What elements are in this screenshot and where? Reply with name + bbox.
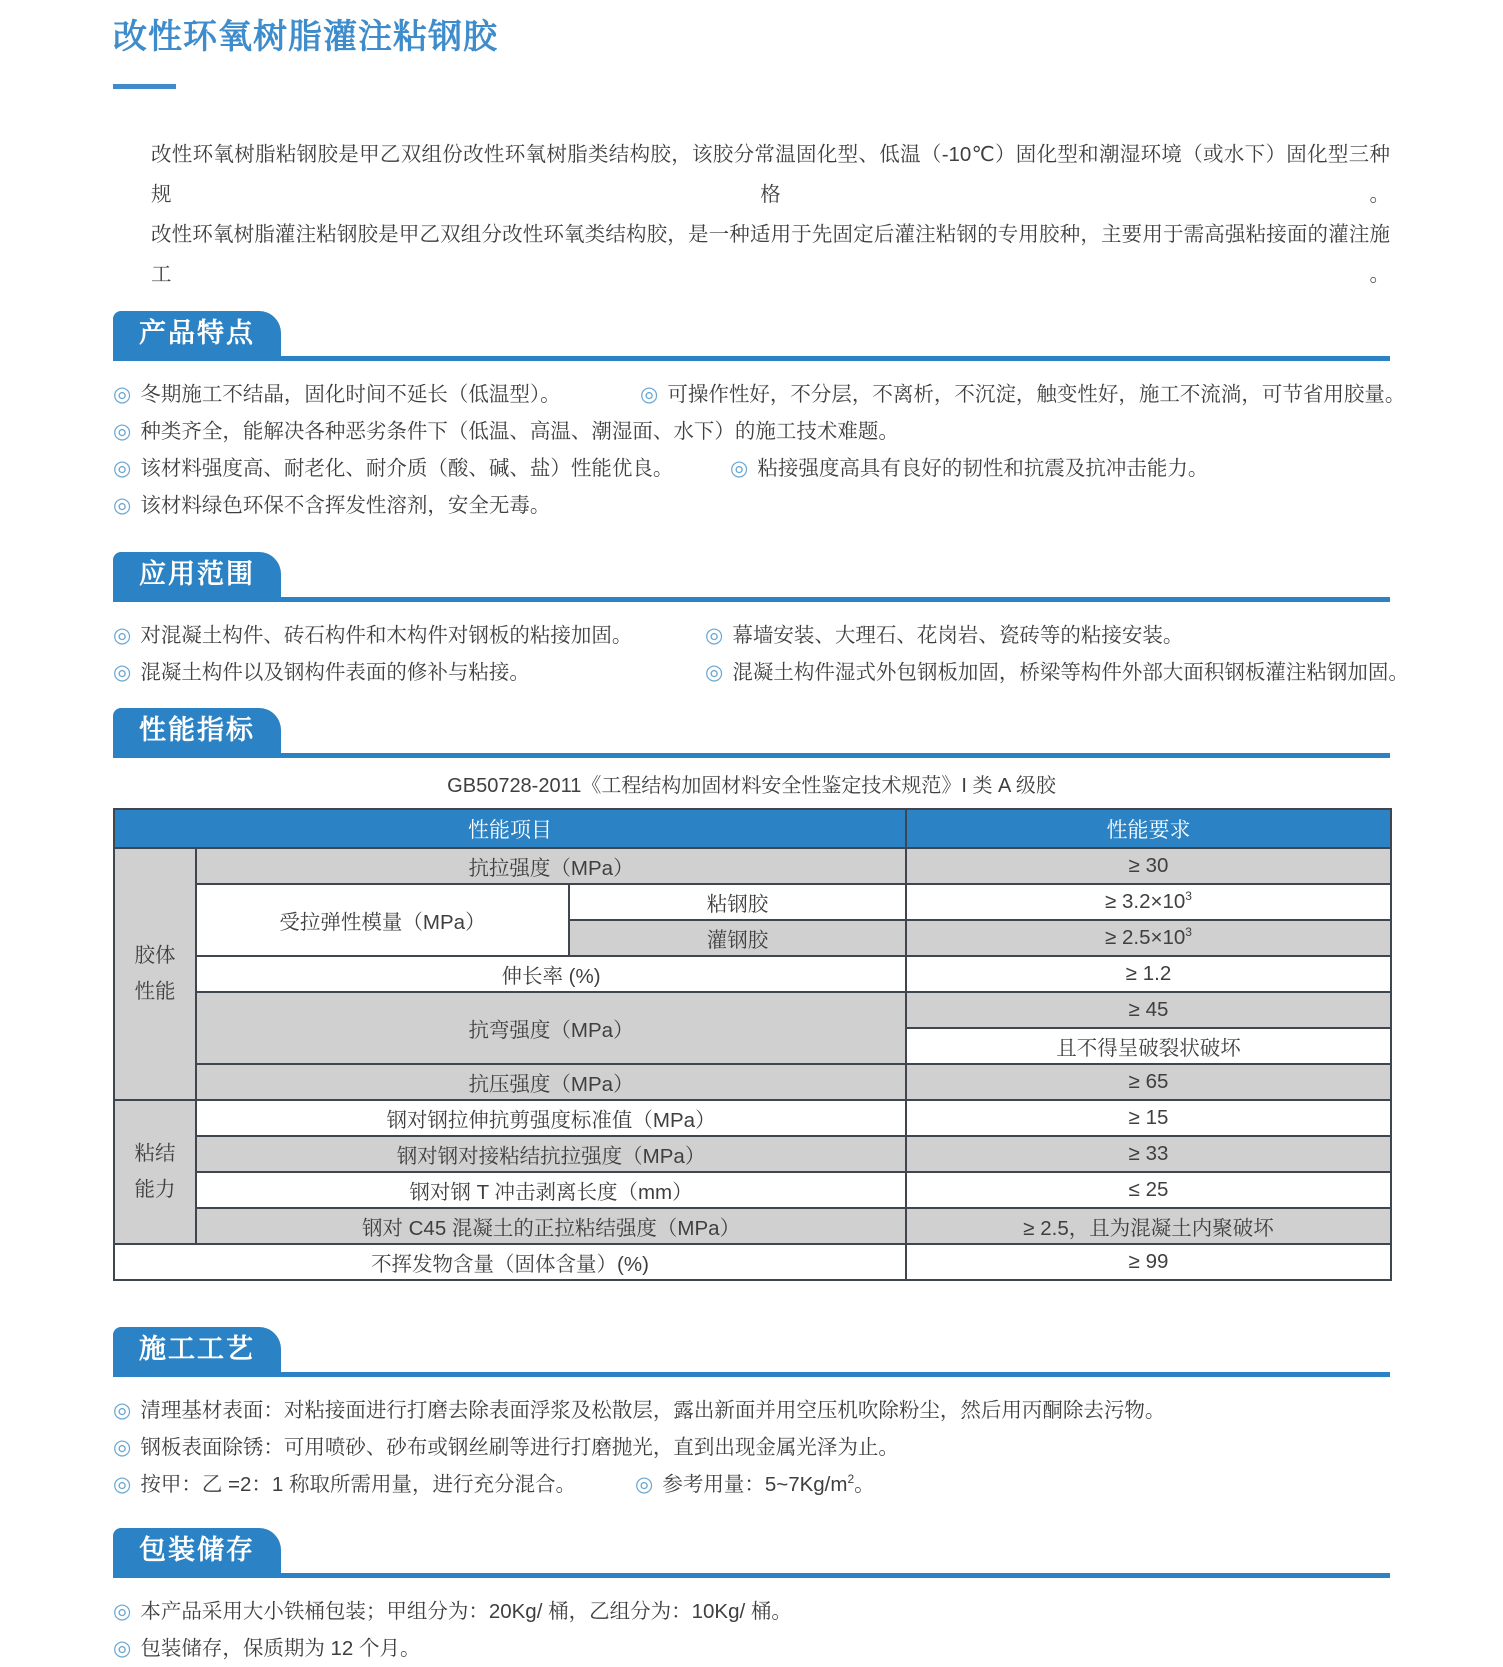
section-banner-features: 产品特点 [113,311,281,356]
bullet-text: 粘接强度高具有良好的韧性和抗震及抗冲击能力。 [757,457,1209,480]
bullet-row [113,1593,1390,1630]
bullet-text: 冬期施工不结晶，固化时间不延长（低温型）。 [140,383,561,406]
bullet-icon: ◎ [640,383,659,406]
features-bullets [113,376,1406,524]
bullet-text: 清理基材表面：对粘接面进行打磨去除表面浮浆及松散层，露出新面并用空压机吹除粉尘，然后用丙酮除去污物。 [140,1399,1166,1422]
cell-flexural-req1: ≥ 45 [906,992,1391,1028]
title-underline [113,84,176,89]
bullet-item [113,1466,576,1503]
bullet-item [113,1392,1165,1429]
section-header-applications [113,552,1390,602]
cell-c45-req: ≥ 2.5，且为混凝土内聚破坏 [906,1208,1391,1244]
bullet-icon: ◎ [113,457,132,480]
bullet-text: 按甲：乙 =2：1 称取所需用量，进行充分混合。 [140,1473,576,1496]
bullet-icon: ◎ [113,1399,132,1422]
bullet-text: 对混凝土构件、砖石构件和木构件对钢板的粘接加固。 [140,624,633,647]
intro-line-2: 改性环氧树脂灌注粘钢胶是甲乙双组分改性环氧类结构胶，是一种适用于先固定后灌注粘钢的专用胶种，主要用于需高强粘接面的灌注施工。 [151,223,1390,286]
table-row [114,1136,1391,1172]
bullet-item [113,487,550,524]
bullet-text: 该材料绿色环保不含挥发性溶剂，安全无毒。 [140,494,551,517]
cell-elongation-name: 伸长率 (%) [196,956,906,992]
cell-shear-req: ≥ 15 [906,1100,1391,1136]
table-row [114,1064,1391,1100]
applications-bullets [113,617,1409,691]
bullet-item [113,450,673,487]
bullet-row [113,617,1390,654]
bullet-icon: ◎ [113,1436,132,1459]
performance-table [113,808,1392,1281]
bullet-item [113,1630,421,1667]
storage-bullets [113,1593,1390,1667]
bullet-text: 该材料强度高、耐老化、耐介质（酸、碱、盐）性能优良。 [140,457,674,480]
cell-modulus-name: 受拉弹性模量（MPa） [196,884,569,956]
section-banner-performance: 性能指标 [113,708,281,753]
bullet-item [113,617,632,654]
bullet-item [635,1466,875,1503]
group-label: 胶体性能 [134,944,176,1003]
section-banner-process: 施工工艺 [113,1327,281,1372]
bullet-text: 包装储存，保质期为 12 个月。 [140,1637,421,1660]
bullet-icon: ◎ [113,1637,132,1660]
cell-modulus-req2: ≥ $2.5\times 10^3$ [906,920,1391,956]
bullet-icon: ◎ [113,1473,132,1496]
cell-butt-req: ≥ 33 [906,1136,1391,1172]
bullet-item [113,654,530,691]
intro-paragraph [113,135,1390,295]
column-header-item: 性能项目 [114,809,906,848]
bullet-text: 钢板表面除锈：可用喷砂、砂布或钢丝刷等进行打磨抛光，直到出现金属光泽为止。 [140,1436,899,1459]
section-banner-storage: 包装储存 [113,1528,281,1573]
section-banner-applications: 应用范围 [113,552,281,597]
bullet-row [113,1392,1390,1429]
bullet-icon: ◎ [113,494,132,517]
bullet-icon: ◎ [113,624,132,647]
bullet-item [113,376,561,413]
cell-solid-req: ≥ 99 [906,1244,1391,1280]
cell-peel-req: ≤ 25 [906,1172,1391,1208]
bullet-row [113,487,1390,524]
cell-shear-name: 钢对钢拉伸抗剪强度标准值（MPa） [196,1100,906,1136]
bullet-text: 可操作性好，不分层，不离析，不沉淀，触变性好，施工不流淌，可节省用胶量。 [667,383,1406,406]
cell-solid-name: 不挥发物含量（固体含量）(%) [114,1244,906,1280]
table-header-row [114,809,1391,848]
page-title: 改性环氧树脂灌注粘钢胶 [113,18,498,56]
section-header-storage [113,1528,1390,1578]
cell-compressive-req: ≥ 65 [906,1064,1391,1100]
bullet-icon: ◎ [705,661,724,684]
group-cell-bond [114,1100,196,1244]
bullet-row [113,1466,1390,1503]
bullet-item [730,450,1208,487]
cell-elongation-req: ≥ 1.2 [906,956,1391,992]
bullet-icon: ◎ [730,457,749,480]
cell-modulus-sub2: 灌钢胶 [569,920,906,956]
table-row [114,884,1391,920]
bullet-icon: ◎ [113,661,132,684]
process-bullets [113,1392,1390,1503]
cell-modulus-req1: ≥ $3.2\times 10^3$ [906,884,1391,920]
bullet-text: 混凝土构件湿式外包钢板加固，桥梁等构件外部大面积钢板灌注粘钢加固。 [732,661,1409,684]
table-row [114,956,1391,992]
bullet-icon: ◎ [113,1600,132,1623]
table-row [114,1244,1391,1280]
table-row [114,1208,1391,1244]
table-caption: GB50728-2011《工程结构加固材料安全性鉴定技术规范》I 类 A 级胶 [447,775,1056,797]
section-header-process [113,1327,1390,1377]
bullet-item [113,1593,792,1630]
cell-compressive-name: 抗压强度（MPa） [196,1064,906,1100]
cell-tensile-req: ≥ 30 [906,848,1391,884]
column-header-requirement: 性能要求 [906,809,1391,848]
table-row [114,992,1391,1028]
bullet-text: 参考用量：$5\sim 7Kg/m^2$。 [662,1472,875,1496]
bullet-row [113,654,1409,691]
bullet-row [113,450,1390,487]
table-row [114,1172,1391,1208]
intro-line-1: 改性环氧树脂粘钢胶是甲乙双组份改性环氧树脂类结构胶，该胶分常温固化型、低温（-10℃）固化型和潮湿环境（或水下）固化型三种规格。 [151,143,1390,206]
bullet-text: 本产品采用大小铁桶包装；甲组分为：20Kg/ 桶，乙组分为：10Kg/ 桶。 [140,1600,792,1623]
bullet-item [705,617,1183,654]
cell-butt-name: 钢对钢对接粘结抗拉强度（MPa） [196,1136,906,1172]
group-label: 粘结能力 [134,1142,176,1201]
section-header-features [113,311,1390,361]
bullet-row [113,1429,1390,1466]
bullet-item [113,1429,899,1466]
section-header-performance [113,708,1390,758]
bullet-text: 混凝土构件以及钢构件表面的修补与粘接。 [140,661,530,684]
bullet-icon: ◎ [113,383,132,406]
bullet-text: 幕墙安装、大理石、花岗岩、瓷砖等的粘接安装。 [732,624,1184,647]
cell-c45-name: 钢对 C45 混凝土的正拉粘结强度（MPa） [196,1208,906,1244]
bullet-icon: ◎ [635,1473,654,1496]
cell-flexural-req2: 且不得呈破裂状破坏 [906,1028,1391,1064]
cell-modulus-sub1: 粘钢胶 [569,884,906,920]
bullet-icon: ◎ [113,420,132,443]
table-row [114,848,1391,884]
bullet-item [705,654,1409,691]
group-cell-glue [114,848,196,1100]
table-row [114,1100,1391,1136]
cell-tensile-name: 抗拉强度（MPa） [196,848,906,884]
bullet-text: 种类齐全，能解决各种恶劣条件下（低温、高温、潮湿面、水下）的施工技术难题。 [140,420,899,443]
bullet-item [640,376,1405,413]
cell-peel-name: 钢对钢 T 冲击剥离长度（mm） [196,1172,906,1208]
cell-flexural-name: 抗弯强度（MPa） [196,992,906,1064]
bullet-row [113,413,1390,450]
bullet-icon: ◎ [705,624,724,647]
bullet-row [113,376,1406,413]
bullet-row [113,1630,1390,1667]
bullet-item [113,413,899,450]
